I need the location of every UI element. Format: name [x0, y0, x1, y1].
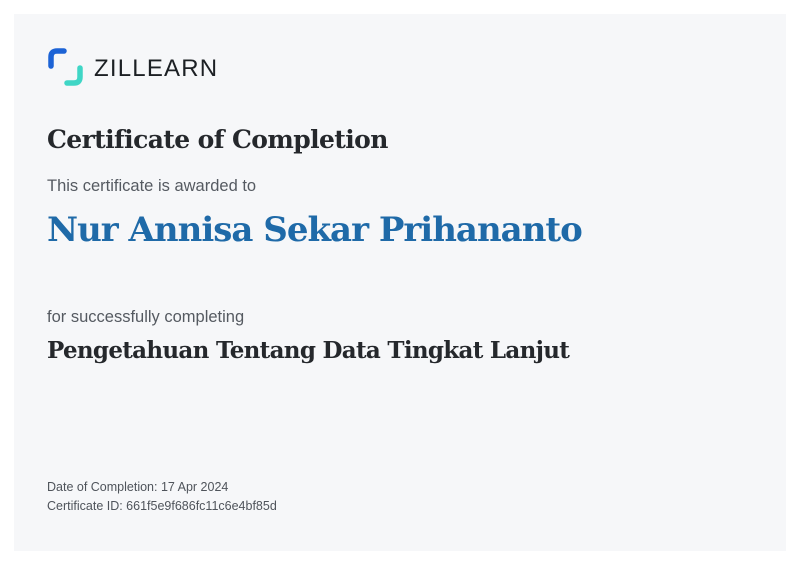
- certificate-title: Certificate of Completion: [47, 125, 388, 154]
- completion-label: for successfully completing: [47, 308, 245, 326]
- certificate-card: [14, 14, 786, 551]
- recipient-name: Nur Annisa Sekar Prihananto: [47, 210, 582, 250]
- zillearn-bracket-logo-icon: [47, 47, 85, 87]
- completion-date: Date of Completion: 17 Apr 2024: [47, 480, 229, 494]
- certificate-id: Certificate ID: 661f5e9f686fc11c6e4bf85d: [47, 499, 277, 513]
- awarded-to-label: This certificate is awarded to: [47, 177, 257, 195]
- brand-name: ZILLEARN: [94, 54, 219, 82]
- brand-logo: [47, 47, 218, 87]
- course-name: Pengetahuan Tentang Data Tingkat Lanjut: [47, 337, 570, 364]
